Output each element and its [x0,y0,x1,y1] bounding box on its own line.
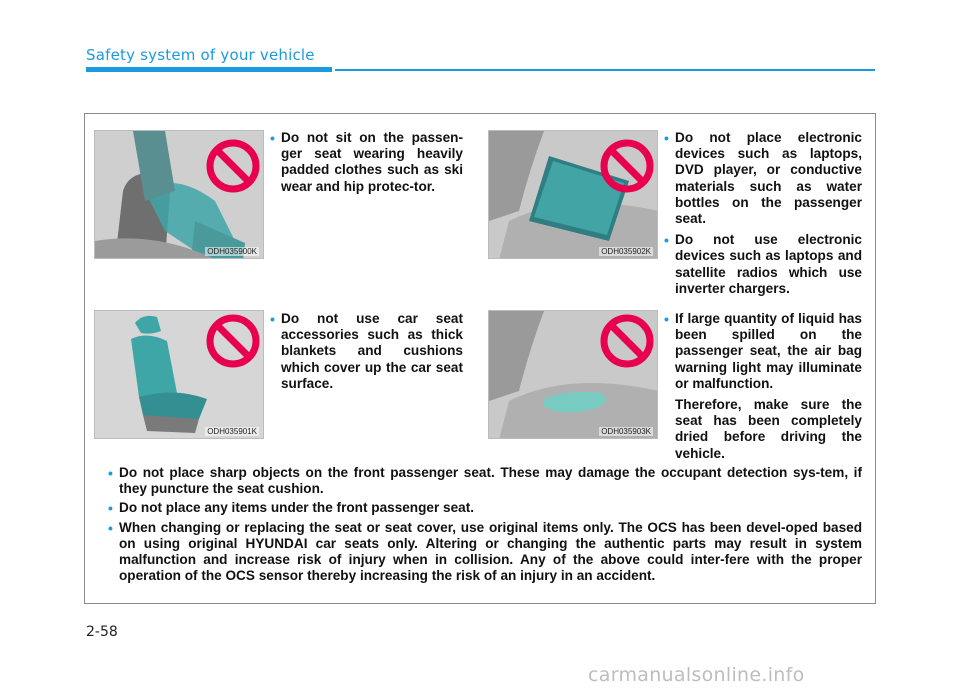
warning-item: • If large quantity of liquid has been spilled on the passenger seat, the air bag warning light may illuminate or malfunction. [664,311,862,392]
general-warnings [108,465,862,587]
warning-item: • Do not place electronic devices such as laptops, DVD player, or conductive materials such as water bottles on the passenger seat. [664,130,862,227]
header-rule-thick [86,67,332,72]
warning-item: • Do not use electronic devices such as laptops and satellite radios which use inverter chargers. [664,232,862,297]
illustration-seat-accessories [94,310,264,439]
no-symbol-icon [95,311,264,439]
warning-block-liquid-spill [664,311,862,467]
warning-item: • When changing or replacing the seat or seat cover, use original items only. The OCS has been devel-oped based on using original HYUNDAI car seats only. Altering or changing the authentic parts may result in system malfunction and increase risk of injury when in collision. Any of the above could inter-fere with the proper operation of the OCS sensor thereby increasing the risk of an injury in an accident. [108,520,862,585]
image-code: ODH035901K [207,427,257,436]
header-title: Safety system of your vehicle [86,46,315,64]
illustration-liquid-spill [488,310,658,439]
page-number: 2-58 [86,624,118,640]
header-rule-thin [335,69,875,71]
illustration-padded-clothes [94,130,264,259]
no-symbol-icon [489,131,658,259]
warning-block-seat-accessories [270,311,463,397]
no-symbol-icon [489,311,658,439]
warning-block-padded-clothes [270,130,463,200]
image-code: ODH035902K [601,247,651,256]
image-code: ODH035900K [207,247,257,256]
image-code: ODH035903K [601,427,651,436]
warning-item: • Do not place any items under the front passenger seat. [108,500,862,516]
warning-item: • Do not sit on the passen-ger seat wearing heavily padded clothes such as ski wear and hip protec-tor. [270,130,463,195]
illustration-laptop-on-seat [488,130,658,259]
watermark: carmanualsonline.info [588,664,805,686]
warning-paragraph: Therefore, make sure the seat has been completely dried before driving the vehicle. [675,397,862,461]
warning-item: • Do not use car seat accessories such as thick blankets and cushions which cover up the car seat surface. [270,311,463,392]
warning-item: • Do not place sharp objects on the front passenger seat. These may damage the occupant detection sys-tem, if they puncture the seat cushion. [108,465,862,497]
warning-block-electronic-devices [664,130,862,302]
no-symbol-icon [95,131,264,259]
